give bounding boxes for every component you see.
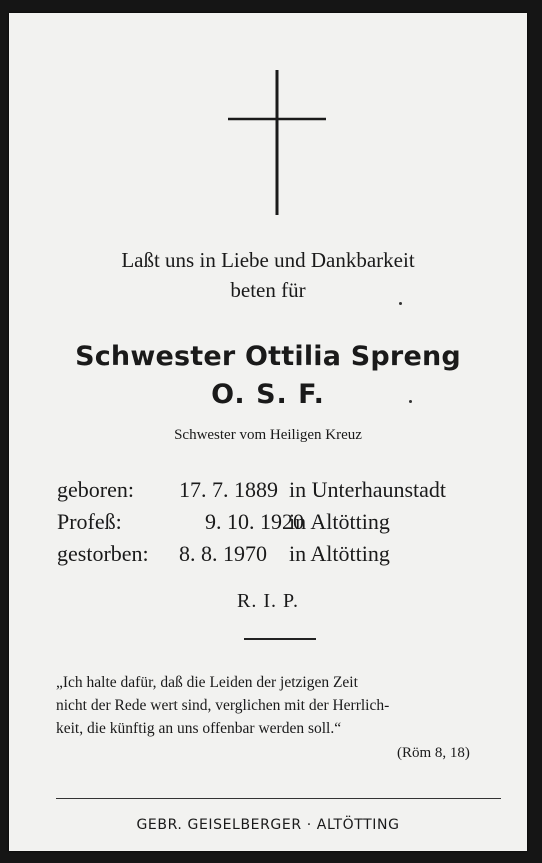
footer-divider bbox=[56, 798, 501, 799]
fact-label: Profeß: bbox=[57, 509, 122, 534]
fact-place: in Unterhaunstadt bbox=[289, 477, 447, 502]
fact-date: 9. 10. 1920 bbox=[205, 509, 304, 534]
deceased-name: Schwester Ottilia Spreng bbox=[75, 341, 461, 372]
quote-line-3: keit, die künftig an uns offenbar werden soll.“ bbox=[56, 720, 342, 737]
print-speck bbox=[409, 400, 412, 403]
intro-line-1: Laßt uns in Liebe und Dankbarkeit bbox=[121, 248, 415, 272]
print-speck bbox=[399, 302, 402, 305]
quote-line-2: nicht der Rede wert sind, verglichen mit der Herrlich- bbox=[56, 697, 390, 714]
religious-order: Schwester vom Heiligen Kreuz bbox=[174, 427, 362, 443]
printer-imprint: GEBR. GEISELBERGER · ALTÖTTING bbox=[136, 817, 400, 833]
fact-place: in Altötting bbox=[289, 541, 390, 566]
fact-date: 8. 8. 1970 bbox=[179, 541, 267, 566]
fact-date: 17. 7. 1889 bbox=[179, 477, 278, 502]
intro-line-2: beten für bbox=[230, 278, 306, 302]
latin-cross-icon bbox=[227, 70, 327, 215]
quote-line-1: „Ich halte dafür, daß die Leiden der jetzigen Zeit bbox=[56, 674, 358, 691]
fact-label: geboren: bbox=[57, 477, 134, 502]
memorial-card bbox=[9, 13, 527, 851]
scripture-quote bbox=[56, 671, 496, 740]
intro-text bbox=[9, 245, 527, 305]
rip-text: R. I. P. bbox=[237, 590, 299, 612]
fact-place: in Altötting bbox=[289, 509, 390, 534]
short-divider bbox=[244, 638, 316, 640]
order-abbreviation: O. S. F. bbox=[211, 379, 325, 410]
fact-label: gestorben: bbox=[57, 541, 149, 566]
scripture-reference: (Röm 8, 18) bbox=[397, 745, 470, 761]
